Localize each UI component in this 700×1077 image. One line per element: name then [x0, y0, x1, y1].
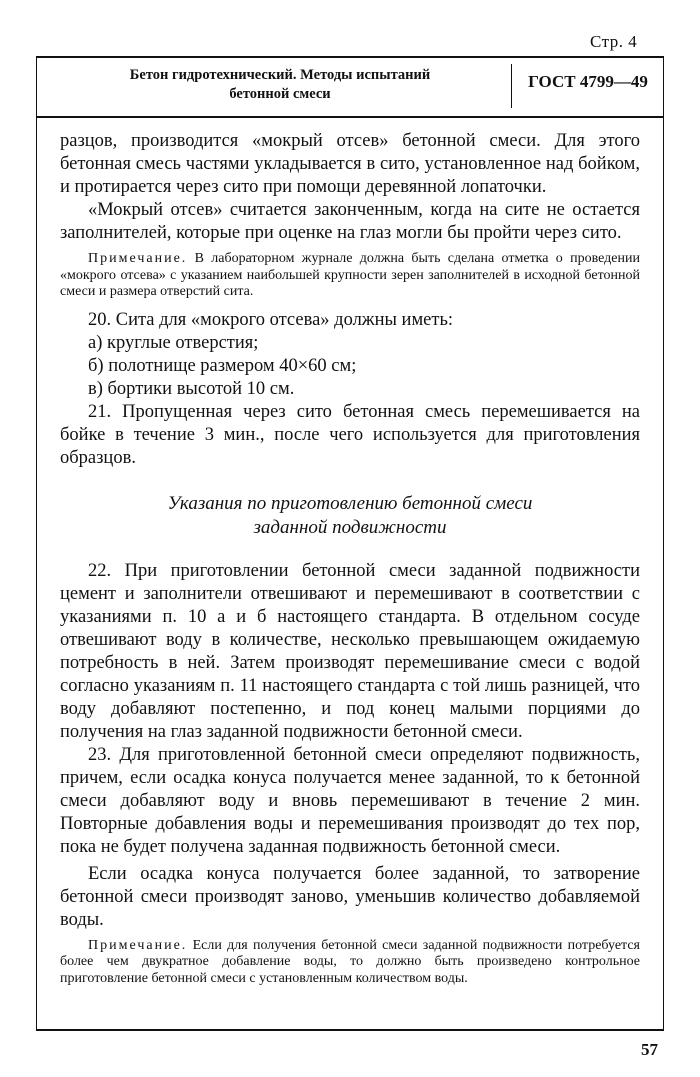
section-title — [60, 492, 640, 540]
note-2-lead: Примечание. — [88, 937, 188, 953]
paragraph-22: 22. При приготовлении бетонной смеси заданной подвижности цемент и заполнители отвешивают и перемешивают в соответствии с указаниями п. 10 а и б настоящего стандарта. В отдельном сосуде отвешивают воду в количестве, несколько превышающем ожидаемую потребность в ней. Затем производят перемешивание смеси с водой согласно указаниям п. 11 настоящего стандарта с той лишь разницей, что воду добавляют постепенно, и под конец малыми порциями до получения на глаз заданной подвижности бетонной смеси. — [60, 560, 640, 742]
note-2 — [60, 938, 640, 988]
header-title — [60, 66, 500, 104]
page-label: Стр. 4 — [590, 32, 638, 51]
header-title-line1: Бетон гидротехнический. Методы испытаний — [129, 67, 431, 83]
section-title-line2: заданной подвижности — [253, 516, 447, 538]
paragraph-21: 21. Пропущенная через сито бетонная смесь перемешивается на бойке в течение 3 мин., после чего используется для приготовления образцов. — [60, 401, 640, 468]
list-item-b: б) полотнище размером 40×60 см; — [88, 355, 357, 376]
paragraph-24: Если осадка конуса получается более заданной, то затворение бетонной смеси производят заново, уменьшив количество добавляемой воды. — [60, 863, 640, 930]
page-number: 57 — [641, 1040, 658, 1059]
list-item-a: а) круглые отверстия; — [88, 332, 259, 353]
header-separator — [511, 64, 512, 108]
note-1-text: В лабораторном журнале должна быть сделана отметка о проведении «мокрого отсева» с указанием наибольшей крупности зерен заполнителей в исходной бетонной смеси и размера отверстий сита. — [60, 251, 640, 299]
note-1 — [60, 251, 640, 301]
note-1-lead: Примечание. — [88, 251, 188, 266]
paragraph-23: 23. Для приготовленной бетонной смеси определяют подвижность, причем, если осадка конуса получается менее заданной, то к бетонной смеси добавляют воду и вновь перемешивают в течение 2 мин. Повторные добавления воды и перемешивания производят до тех пор, пока не будет получена заданная подвижность бетонной смеси. — [60, 744, 640, 857]
frame-top-rule — [36, 56, 664, 58]
note-2-text: Если для получения бетонной смеси заданной подвижности потребуется более чем двукратное добавление воды, то должно быть произведено контрольное приготовление бетонной смеси с установленным количеством воды. — [60, 937, 640, 986]
header-title-line2: бетонной смеси — [229, 86, 331, 102]
list-item-c: в) бортики высотой 10 см. — [88, 378, 295, 399]
paragraph-20: 20. Сита для «мокрого отсева» должны иметь: — [88, 309, 454, 330]
section-title-line1: Указания по приготовлению бетонной смеси — [167, 492, 533, 514]
main-text — [60, 130, 640, 987]
header-gost-number: ГОСТ 4799—49 — [528, 72, 648, 91]
paragraph-wet-sieving-complete: «Мокрый отсев» считается законченным, когда на сите не остается заполнителей, которые при оценке на глаз могли бы пройти через сито. — [60, 200, 640, 243]
header-rule — [36, 116, 664, 118]
frame-bottom-rule — [36, 1029, 664, 1031]
paragraph-continuation: разцов, производится «мокрый отсев» бетонной смеси. Для этого бетонная смесь частями укладывается в сито, установленное над бойком, и протирается через сито при помощи деревянной лопаточки. — [60, 131, 640, 197]
